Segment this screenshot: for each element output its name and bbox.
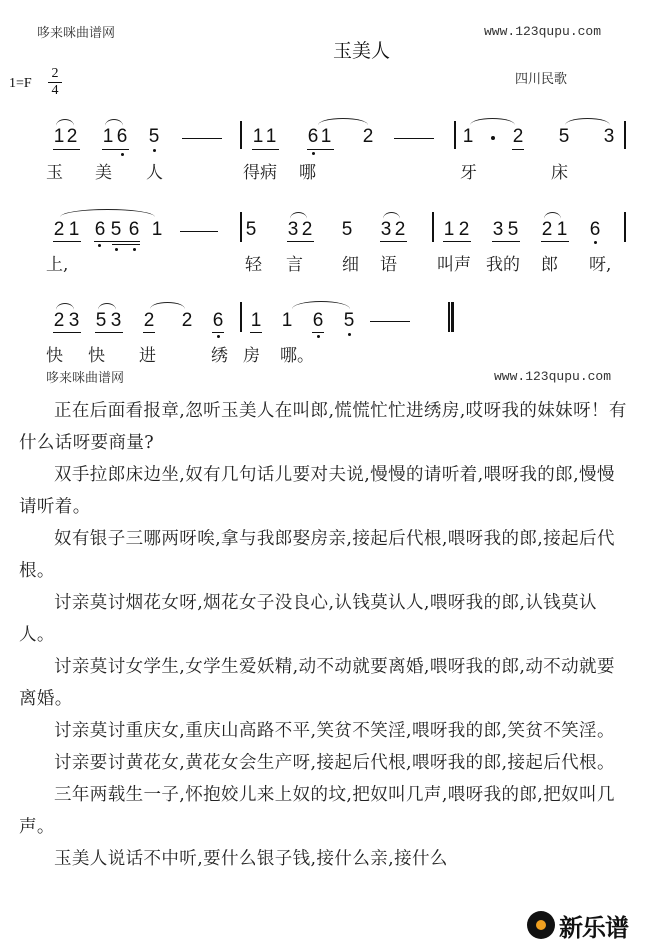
note: 5 [558,126,570,147]
low-octave-dot [133,248,136,251]
note: 5 [95,310,107,331]
note: 1 [320,126,332,147]
logo-text: 新乐谱 [559,913,628,942]
lyric: 上, [46,255,69,275]
verse-4: 讨亲莫讨烟花女呀,烟花女子没良心,认钱莫认人,喂呀我的郎,认钱莫认人。 [19,593,597,645]
barline [624,121,626,149]
note: 5 [507,219,519,240]
sustain-dash [180,231,218,232]
note: 2 [394,219,406,240]
note: 2 [53,219,65,240]
underline [380,241,407,242]
underline [541,241,569,242]
lyric: 言 [286,255,303,275]
lyric: 牙 [460,163,477,183]
barline [240,212,242,242]
note: 3 [110,310,122,331]
slur [292,301,350,309]
slur [565,118,610,125]
slur [98,303,116,310]
note: 6 [212,310,224,331]
slur [150,302,185,309]
verse-7: 讨亲要讨黄花女,黄花女会生产呀,接起后代根,喂呀我的郎,接起后代根。 [54,753,615,773]
underline [250,332,262,333]
verse-5: 讨亲莫讨女学生,女学生爱妖精,动不动就要离婚,喂呀我的郎,动不动就要离婚。 [19,657,615,709]
underline [53,241,81,242]
note: 2 [512,126,524,147]
note: 1 [102,126,114,147]
underline [94,241,140,242]
note: 2 [181,310,193,331]
low-octave-dot [153,149,156,152]
note: 5 [245,219,257,240]
time-signature [48,66,62,99]
note: 3 [380,219,392,240]
low-octave-dot [348,333,351,336]
lyric: 得病 [243,163,277,183]
low-octave-dot [115,248,118,251]
verse-8: 三年两载生一子,怀抱姣儿来上奴的坟,把奴叫几声,喂呀我的郎,把奴叫几声。 [19,785,615,837]
time-sig-bottom: 4 [51,83,59,98]
note: 2 [541,219,553,240]
lyric: 快 [46,346,63,366]
slur [56,119,74,126]
slur [470,118,515,125]
underline [95,332,123,333]
note: 6 [128,219,140,240]
underline [53,332,81,333]
lyric: 轻 [245,255,262,275]
lyric: 快 [88,346,105,366]
note: 2 [362,126,374,147]
underline [443,241,471,242]
lyric: 细 [342,255,359,275]
slur [56,303,74,310]
underline [53,149,80,150]
underline [492,241,520,242]
lyric: 语 [380,255,397,275]
lyric: 美 [95,163,112,183]
note: 2 [53,310,65,331]
key-signature: 1=F [9,76,32,91]
lyric: 房 [243,346,260,366]
site-name-footer: 哆来咪曲谱网 [46,371,125,386]
note: 6 [116,126,128,147]
lyric: 床 [551,163,568,183]
final-barline-thick [451,302,454,332]
low-octave-dot [594,241,597,244]
slur [383,212,400,219]
note: 1 [151,219,163,240]
site-url-header[interactable]: www.123qupu.com [484,24,602,39]
underline [143,332,155,333]
note: 5 [343,310,355,331]
barline [240,302,242,332]
slur [318,118,368,125]
note: 1 [462,126,474,147]
lyric: 进 [139,346,156,366]
xinyuepu-logo[interactable] [523,905,647,945]
note: 6 [94,219,106,240]
song-title: 玉美人 [333,40,391,62]
note: 5 [341,219,353,240]
note: 3 [603,126,615,147]
underline [312,332,324,333]
underline-double [112,244,140,245]
note: 5 [148,126,160,147]
verse-6: 讨亲莫讨重庆女,重庆山高路不平,笑贫不笑淫,喂呀我的郎,笑贫不笑淫。 [54,721,615,741]
slur [60,209,155,217]
augmentation-dot [491,136,495,140]
verse-2: 双手拉郎床边坐,奴有几句话儿要对夫说,慢慢的请听着,喂呀我的郎,慢慢请听着。 [19,465,615,517]
song-origin: 四川民歌 [515,72,568,87]
slur [105,119,123,126]
time-sig-top: 2 [51,66,59,81]
underline [102,149,129,150]
lyric: 呀, [589,255,612,275]
underline [307,149,334,150]
barline [454,121,456,149]
note: 1 [53,126,65,147]
underline [212,332,224,333]
site-url-footer[interactable]: www.123qupu.com [494,369,612,384]
underline [512,149,524,150]
note: 6 [307,126,319,147]
verses-block [19,395,631,875]
note: 5 [110,219,122,240]
barline [432,212,434,242]
lyric: 我的 [486,255,520,275]
note: 6 [589,219,601,240]
lyric: 人 [146,163,163,183]
verse-1: 正在后面看报章,忽听玉美人在叫郎,慌慌忙忙进绣房,哎呀我的妹妹呀！有什么话呀要商量? [19,401,627,453]
barline [624,212,626,242]
note: 1 [443,219,455,240]
low-octave-dot [317,335,320,338]
note: 1 [252,126,264,147]
vinyl-record-icon [527,911,555,939]
underline [252,149,279,150]
note: 3 [492,219,504,240]
note: 1 [68,219,80,240]
verse-3: 奴有银子三哪两呀唉,拿与我郎娶房亲,接起后代根,喂呀我的郎,接起后代根。 [19,529,615,581]
final-barline-thin [448,302,450,332]
note: 1 [281,310,293,331]
low-octave-dot [217,335,220,338]
note: 1 [265,126,277,147]
note: 2 [301,219,313,240]
lyric: 哪。 [280,346,314,366]
note: 6 [312,310,324,331]
sustain-dash [394,138,434,139]
note: 1 [556,219,568,240]
lyric: 叫声 [437,255,471,275]
note: 1 [250,310,262,331]
low-octave-dot [98,244,101,247]
slur [544,212,561,219]
lyric: 哪 [299,163,316,183]
underline [287,241,314,242]
note: 2 [458,219,470,240]
barline [240,121,242,149]
verse-9: 玉美人说话不中听,要什么银子钱,接什么亲,接什么 [54,849,448,869]
lyric: 绣 [211,346,228,366]
note: 2 [143,310,155,331]
lyric: 郎 [541,255,558,275]
note: 2 [66,126,78,147]
note: 3 [68,310,80,331]
sustain-dash [370,321,410,322]
low-octave-dot [312,152,315,155]
slur [290,212,307,219]
site-name-header: 哆来咪曲谱网 [37,26,116,41]
low-octave-dot [121,153,124,156]
note: 3 [287,219,299,240]
sustain-dash [182,138,222,139]
lyric: 玉 [46,163,63,183]
